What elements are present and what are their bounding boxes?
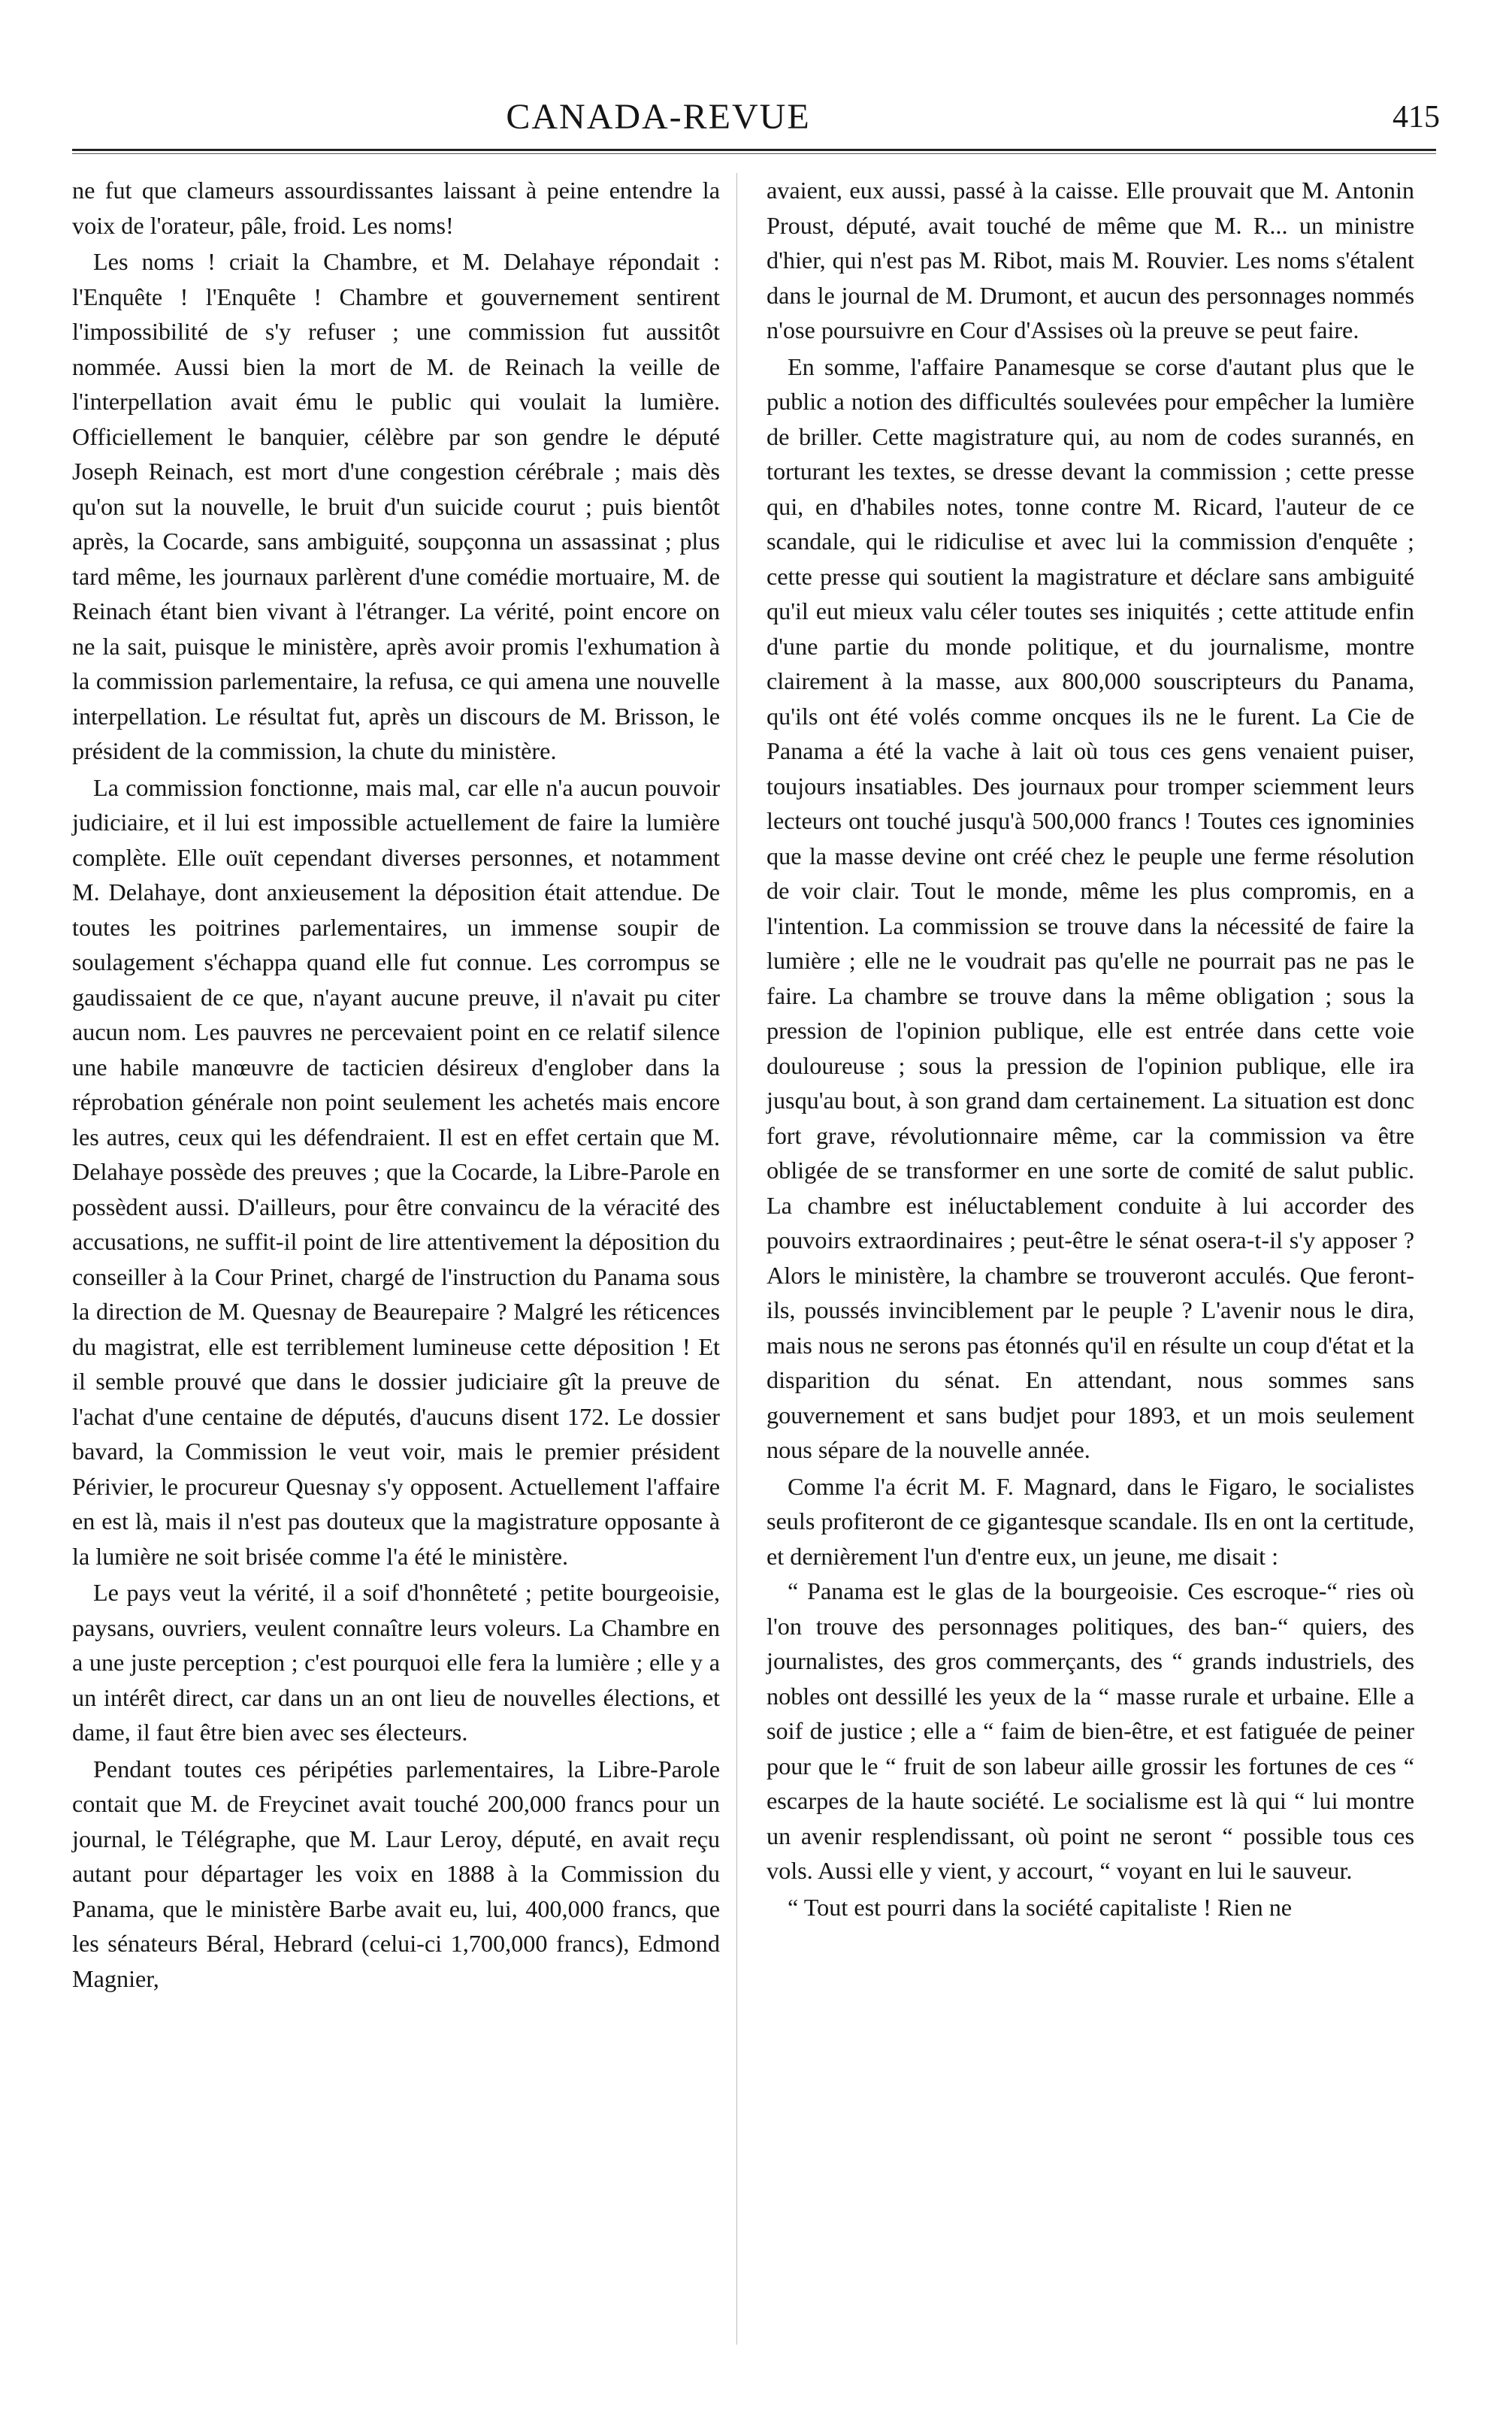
quotation [767, 1574, 1414, 1925]
paragraph: En somme, l'affaire Panamesque se corse d'autant plus que le public a notion des difficultés soulevées pour empêcher la lumière de briller. Cette magistrature qui, au nom de codes surannés, en torturant les textes, se dresse devant la commission ; cette presse qui, en d'habiles notes, tonne contre M. Ricard, l'auteur de ce scandale, qui le ridiculise et avec lui la commission d'enquête ; cette presse qui soutient la magistrature et déclare sans ambiguité qu'il eut mieux valu céler toutes ses iniquités ; cette attitude enfin d'une partie du monde politique, et du journalisme, montre clairement à la masse, aux 800,000 souscripteurs du Panama, qu'ils ont été volés comme oncques ils ne le furent. La Cie de Panama a été la vache à lait où tous ces gens venaient puiser, toujours insatiables. Des journaux pour tromper sciemment leurs lecteurs ont touché jusqu'à 500,000 francs ! Toutes ces ignominies que la masse devine ont créé chez le peuple une ferme résolution de voir clair. Tout le monde, même les plus compromis, en a l'intention. La commission se trouve dans la nécessité de faire la lumière ; elle ne le voudrait pas qu'elle ne pourrait pas ne pas le faire. La chambre se trouve dans la même obligation ; sous la pression de l'opinion publique, elle est entrée dans cette voie douloureuse ; sous la pression de l'opinion publique, elle ira jusqu'au bout, à son grand dam certainement. La situation est donc fort grave, révolutionnaire même, car la commission va être obligée de se transformer en une sorte de comité de salut public. La chambre est inéluctablement conduite à lui accorder des pouvoirs extraordinaires ; peut-être le sénat osera-t-il s'y apposer ? Alors le ministère, la chambre se trouveront acculés. Que feront-ils, poussés invinciblement par le peuple ? L'avenir nous le dira, mais nous ne serons pas étonnés qu'il en résulte un coup d'état et la disparition du sénat. En attendant, nous sommes sans gouvernement et sans budjet pour 1893, et un mois seulement nous sépare de la nouvelle année. [767, 352, 1414, 1463]
paragraph: ne fut que clameurs assourdissantes laissant à peine entendre la voix de l'orateur, pâle, froid. Les noms! [72, 177, 720, 239]
header-rule [72, 149, 1436, 151]
paragraph: Le pays veut la vérité, il a soif d'honnêteté ; petite bourgeoisie, paysans, ouvriers, veulent connaître leurs voleurs. La Chambre en a une juste perception ; c'est pourquoi elle fera la lumière ; elle y a un intérêt direct, car dans un an ont lieu de nouvelles élections, et dame, il faut être bien avec ses électeurs. [72, 1579, 720, 1746]
paragraph: Pendant toutes ces péripéties parlementaires, la Libre-Parole contait que M. de Freycinet avait touché 200,000 francs pour un journal, le Télégraphe, que M. Laur Leroy, député, en avait reçu autant pour départager les voix en 1888 à la Commission du Panama, que le ministère Barbe avait eu, lui, 400,000 francs, que les sénateurs Béral, Hebrard (celui-ci 1,700,000 francs), Edmond Magnier, [72, 1755, 720, 1992]
paragraph: Les noms ! criait la Chambre, et M. Delahaye répondait : l'Enquête ! l'Enquête ! Chambre et gouvernement sentirent l'impossibilité de s'y refuser ; une commission fut aussitôt nommée. Aussi bien la mort de M. de Reinach la veille de l'interpellation avait ému le public qui voulait la lumière. Officiellement le banquier, célèbre par son gendre le député Joseph Reinach, est mort d'une congestion cérébrale ; mais dès qu'on sut la nouvelle, le bruit d'un suicide courut ; puis bientôt après, la Cocarde, sans ambiguité, soupçonna un assassinat ; plus tard même, les journaux parlèrent d'une comédie mortuaire, M. de Reinach étant bien vivant à l'étranger. La vérité, point encore on ne la sait, puisque le ministère, après avoir promis l'exhumation à la commission parlementaire, la refusa, ce qui amena une nouvelle interpellation. Le résultat fut, après un discours de M. Brisson, le président de la commission, la chute du ministère. [72, 248, 720, 764]
column-divider [736, 173, 737, 2345]
page-header [72, 96, 1440, 156]
paragraph: Comme l'a écrit M. F. Magnard, dans le Figaro, le socialistes seuls profiteront de ce gigantesque scandale. Ils en ont la certitude, et dernièrement l'un d'entre eux, un jeune, me disait : [767, 1472, 1414, 1570]
page-number: 415 [1393, 100, 1440, 135]
quote-paragraph: “ Tout est pourri dans la société capitaliste ! Rien ne [788, 1893, 1293, 1921]
header-rule-thin [72, 153, 1436, 154]
quote-paragraph: “ Panama est le glas de la bourgeoisie. Ces escroque-“ ries où l'on trouve des personnages politiques, des ban-“ quiers, des journalistes, des gros commerçants, des “ grands industriels, des nobles ont dessillé les yeux de la “ masse rurale et urbaine. Elle a soif de justice ; elle a “ faim de bien-être, et est fatiguée de peiner pour que le “ fruit de son labeur aille grossir les fortunes de ces “ escarpes de la haute société. Le socialisme est là qui “ lui montre un avenir resplendissant, où point ne seront “ possible tous ces vols. Aussi elle y vient, y accourt, “ voyant en lui le sauveur. [767, 1577, 1414, 1884]
paragraph: La commission fonctionne, mais mal, car elle n'a aucun pouvoir judiciaire, et il lui est impossible actuellement de faire la lumière complète. Elle ouït cependant diverses personnes, et notamment M. Delahaye, dont anxieusement la déposition était attendue. De toutes les poitrines parlementaires, un immense soupir de soulagement s'échappa quand elle fut connue. Les corrompus se gaudissaient de ce que, n'ayant aucune preuve, il n'avait pu citer aucun nom. Les pauvres ne percevaient point en ce relatif silence une habile manœuvre de tacticien désireux d'englober dans la réprobation générale non point seulement les achetés mais encore les autres, ceux qui les défendraient. Il est en effet certain que M. Delahaye possède des preuves ; que la Cocarde, la Libre-Parole en possèdent aussi. D'ailleurs, pour être convaincu de la véracité des accusations, ne suffit-il point de lire attentivement la déposition du conseiller à la Cour Prinet, chargé de l'instruction du Panama sous la direction de M. Quesnay de Beaurepaire ? Malgré les réticences du magistrat, elle est terriblement lumineuse cette déposition ! Et il semble prouvé que dans le dossier judiciaire gît la preuve de l'achat d'une centaine de députés, d'aucuns disent 172. Le dossier bavard, la Commission le veut voir, mais le premier président Périvier, le procureur Quesnay s'y opposent. Actuellement l'affaire en est là, mais il n'est pas douteux que la magistrature opposante à la lumière ne soit brisée comme l'a été le ministère. [72, 773, 720, 1570]
paragraph: avaient, eux aussi, passé à la caisse. Elle prouvait que M. Antonin Proust, député, avait touché de même que M. R... un ministre d'hier, qui n'est pas M. Ribot, mais M. Rouvier. Les noms s'étalent dans le journal de M. Drumont, et aucun des personnages nommés n'ose poursuivre en Cour d'Assises où la preuve se peut faire. [767, 177, 1414, 343]
left-column [72, 173, 720, 1996]
journal-title: CANADA-REVUE [506, 97, 811, 137]
right-column [767, 173, 1414, 1925]
